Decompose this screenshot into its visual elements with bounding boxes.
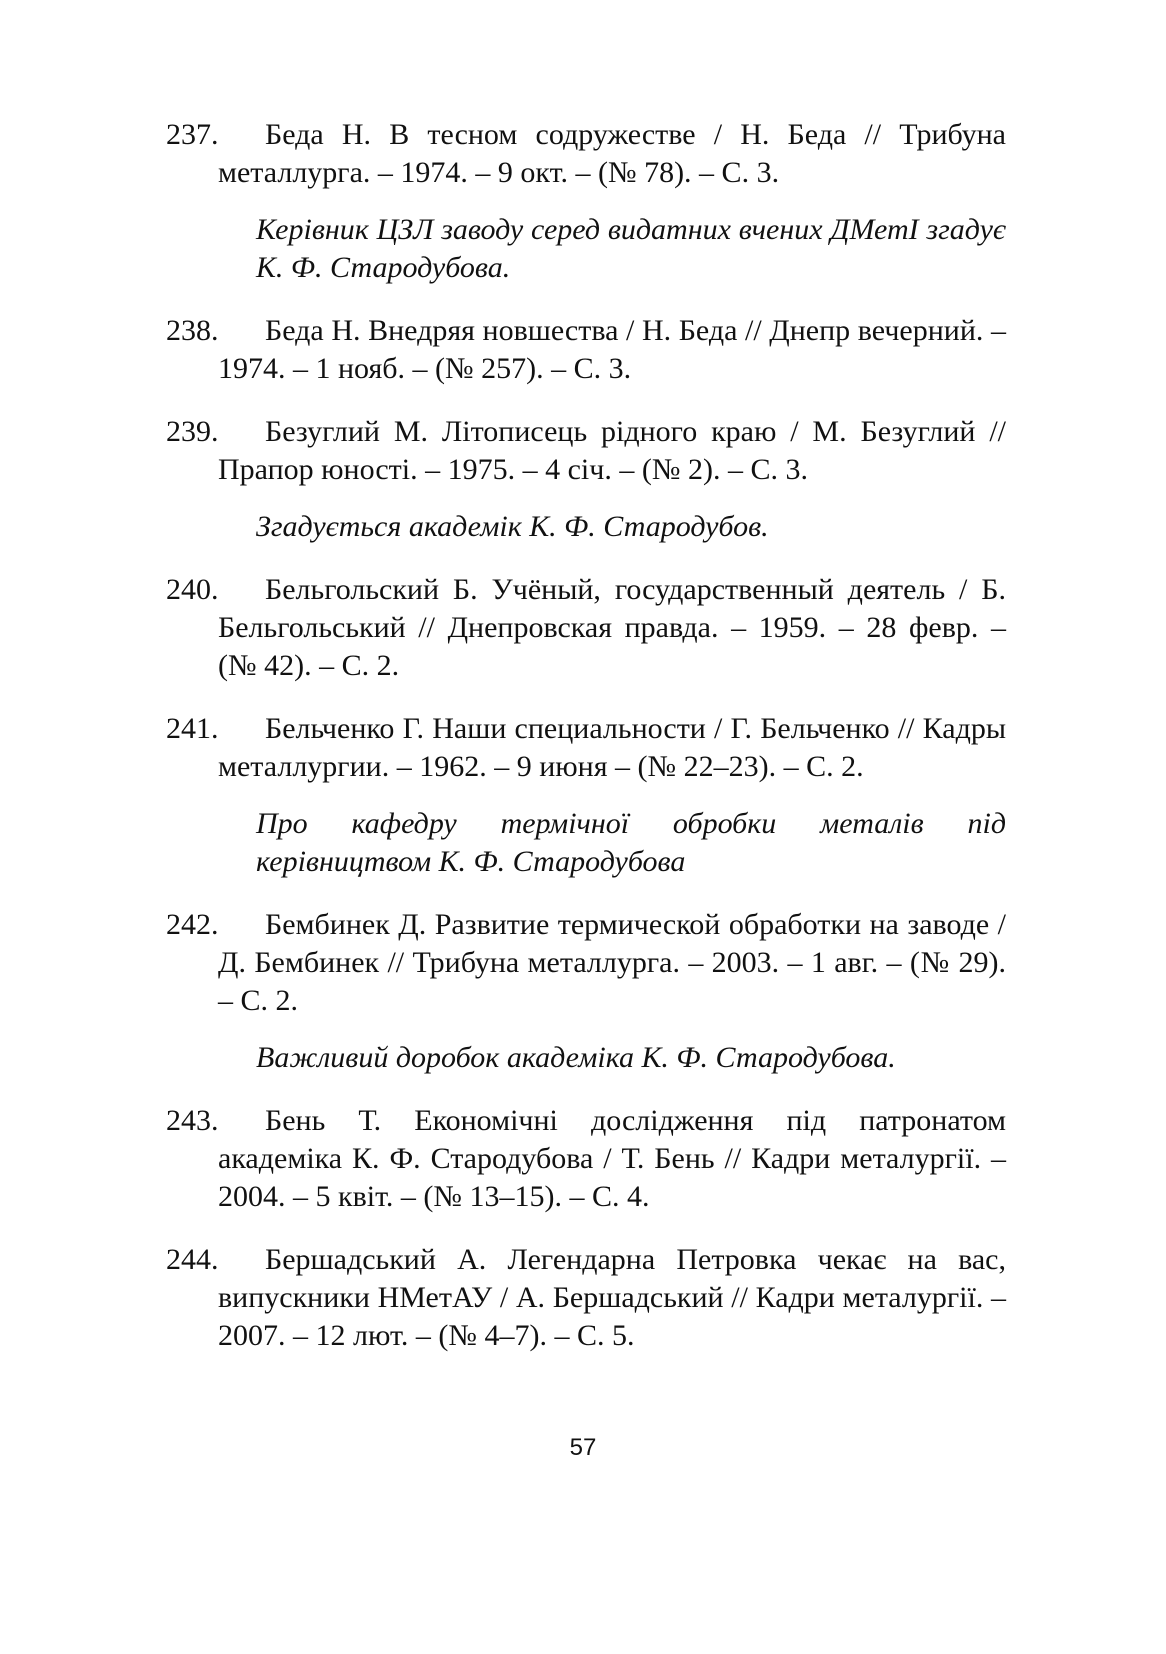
bibliography-entry (166, 1102, 1006, 1216)
entry-annotation: Керівник ЦЗЛ заводу серед видатних вчених ДМетІ згадує К. Ф. Стародубова. (256, 213, 1006, 284)
entry-number: 242. (166, 908, 219, 941)
entry-citation: Бембинек Д. Развитие термической обработки на заводе / Д. Бембинек // Трибуна металлурга. – 2003. – 1 авг. – (№ 29). – С. 2. (218, 908, 1006, 1017)
entry-number: 240. (166, 573, 219, 606)
page-number: 57 (569, 1434, 597, 1461)
entry-number: 244. (166, 1243, 219, 1276)
entry-number: 237. (166, 118, 219, 151)
entry-number: 239. (166, 415, 219, 448)
bibliography-entry (166, 413, 1006, 489)
entry-number: 241. (166, 712, 219, 745)
bibliography-entry (166, 906, 1006, 1020)
bibliography-list (166, 116, 1006, 1380)
entry-number: 238. (166, 314, 219, 347)
entry-number: 243. (166, 1104, 219, 1137)
bibliography-entry (166, 312, 1006, 388)
entry-citation: Беда Н. Внедряя новшества / Н. Беда // Днепр вечерний. – 1974. – 1 нояб. – (№ 257). – С. 3. (218, 314, 1006, 385)
entry-annotation: Про кафедру термічної обробки металів під керівництвом К. Ф. Стародубова (256, 807, 1006, 878)
entry-citation: Беда Н. В тесном содружестве / Н. Беда // Трибуна металлурга. – 1974. – 9 окт. – (№ 78). – С. 3. (218, 118, 1006, 189)
bibliography-entry (166, 1241, 1006, 1355)
bibliography-entry (166, 116, 1006, 192)
bibliography-entry (166, 571, 1006, 685)
entry-annotation: Важливий доробок академіка К. Ф. Стародубова. (256, 1041, 896, 1074)
entry-citation: Бень Т. Економічні дослідження під патронатом академіка К. Ф. Стародубова / Т. Бень // Кадри металургії. – 2004. – 5 квіт. – (№ 13–15). – С. 4. (218, 1104, 1006, 1213)
entry-citation: Бельгольский Б. Учёный, государственный деятель / Б. Бельгольський // Днепровская правда. – 1959. – 28 февр. – (№ 42). – С. 2. (218, 573, 1006, 682)
entry-citation: Бельченко Г. Наши специальности / Г. Бельченко // Кадры металлургии. – 1962. – 9 июня – (№ 22–23). – С. 2. (218, 712, 1006, 783)
entry-citation: Бершадський А. Легендарна Петровка чекає на вас, випускники НМетАУ / А. Бершадський // Кадри металургії. – 2007. – 12 лют. – (№ 4–7). – С. 5. (218, 1243, 1006, 1352)
entry-citation: Безуглий М. Літописець рідного краю / М. Безуглий // Прапор юності. – 1975. – 4 січ. – (№ 2). – С. 3. (218, 415, 1006, 486)
entry-annotation: Згадується академік К. Ф. Стародубов. (256, 510, 769, 543)
bibliography-entry (166, 710, 1006, 786)
